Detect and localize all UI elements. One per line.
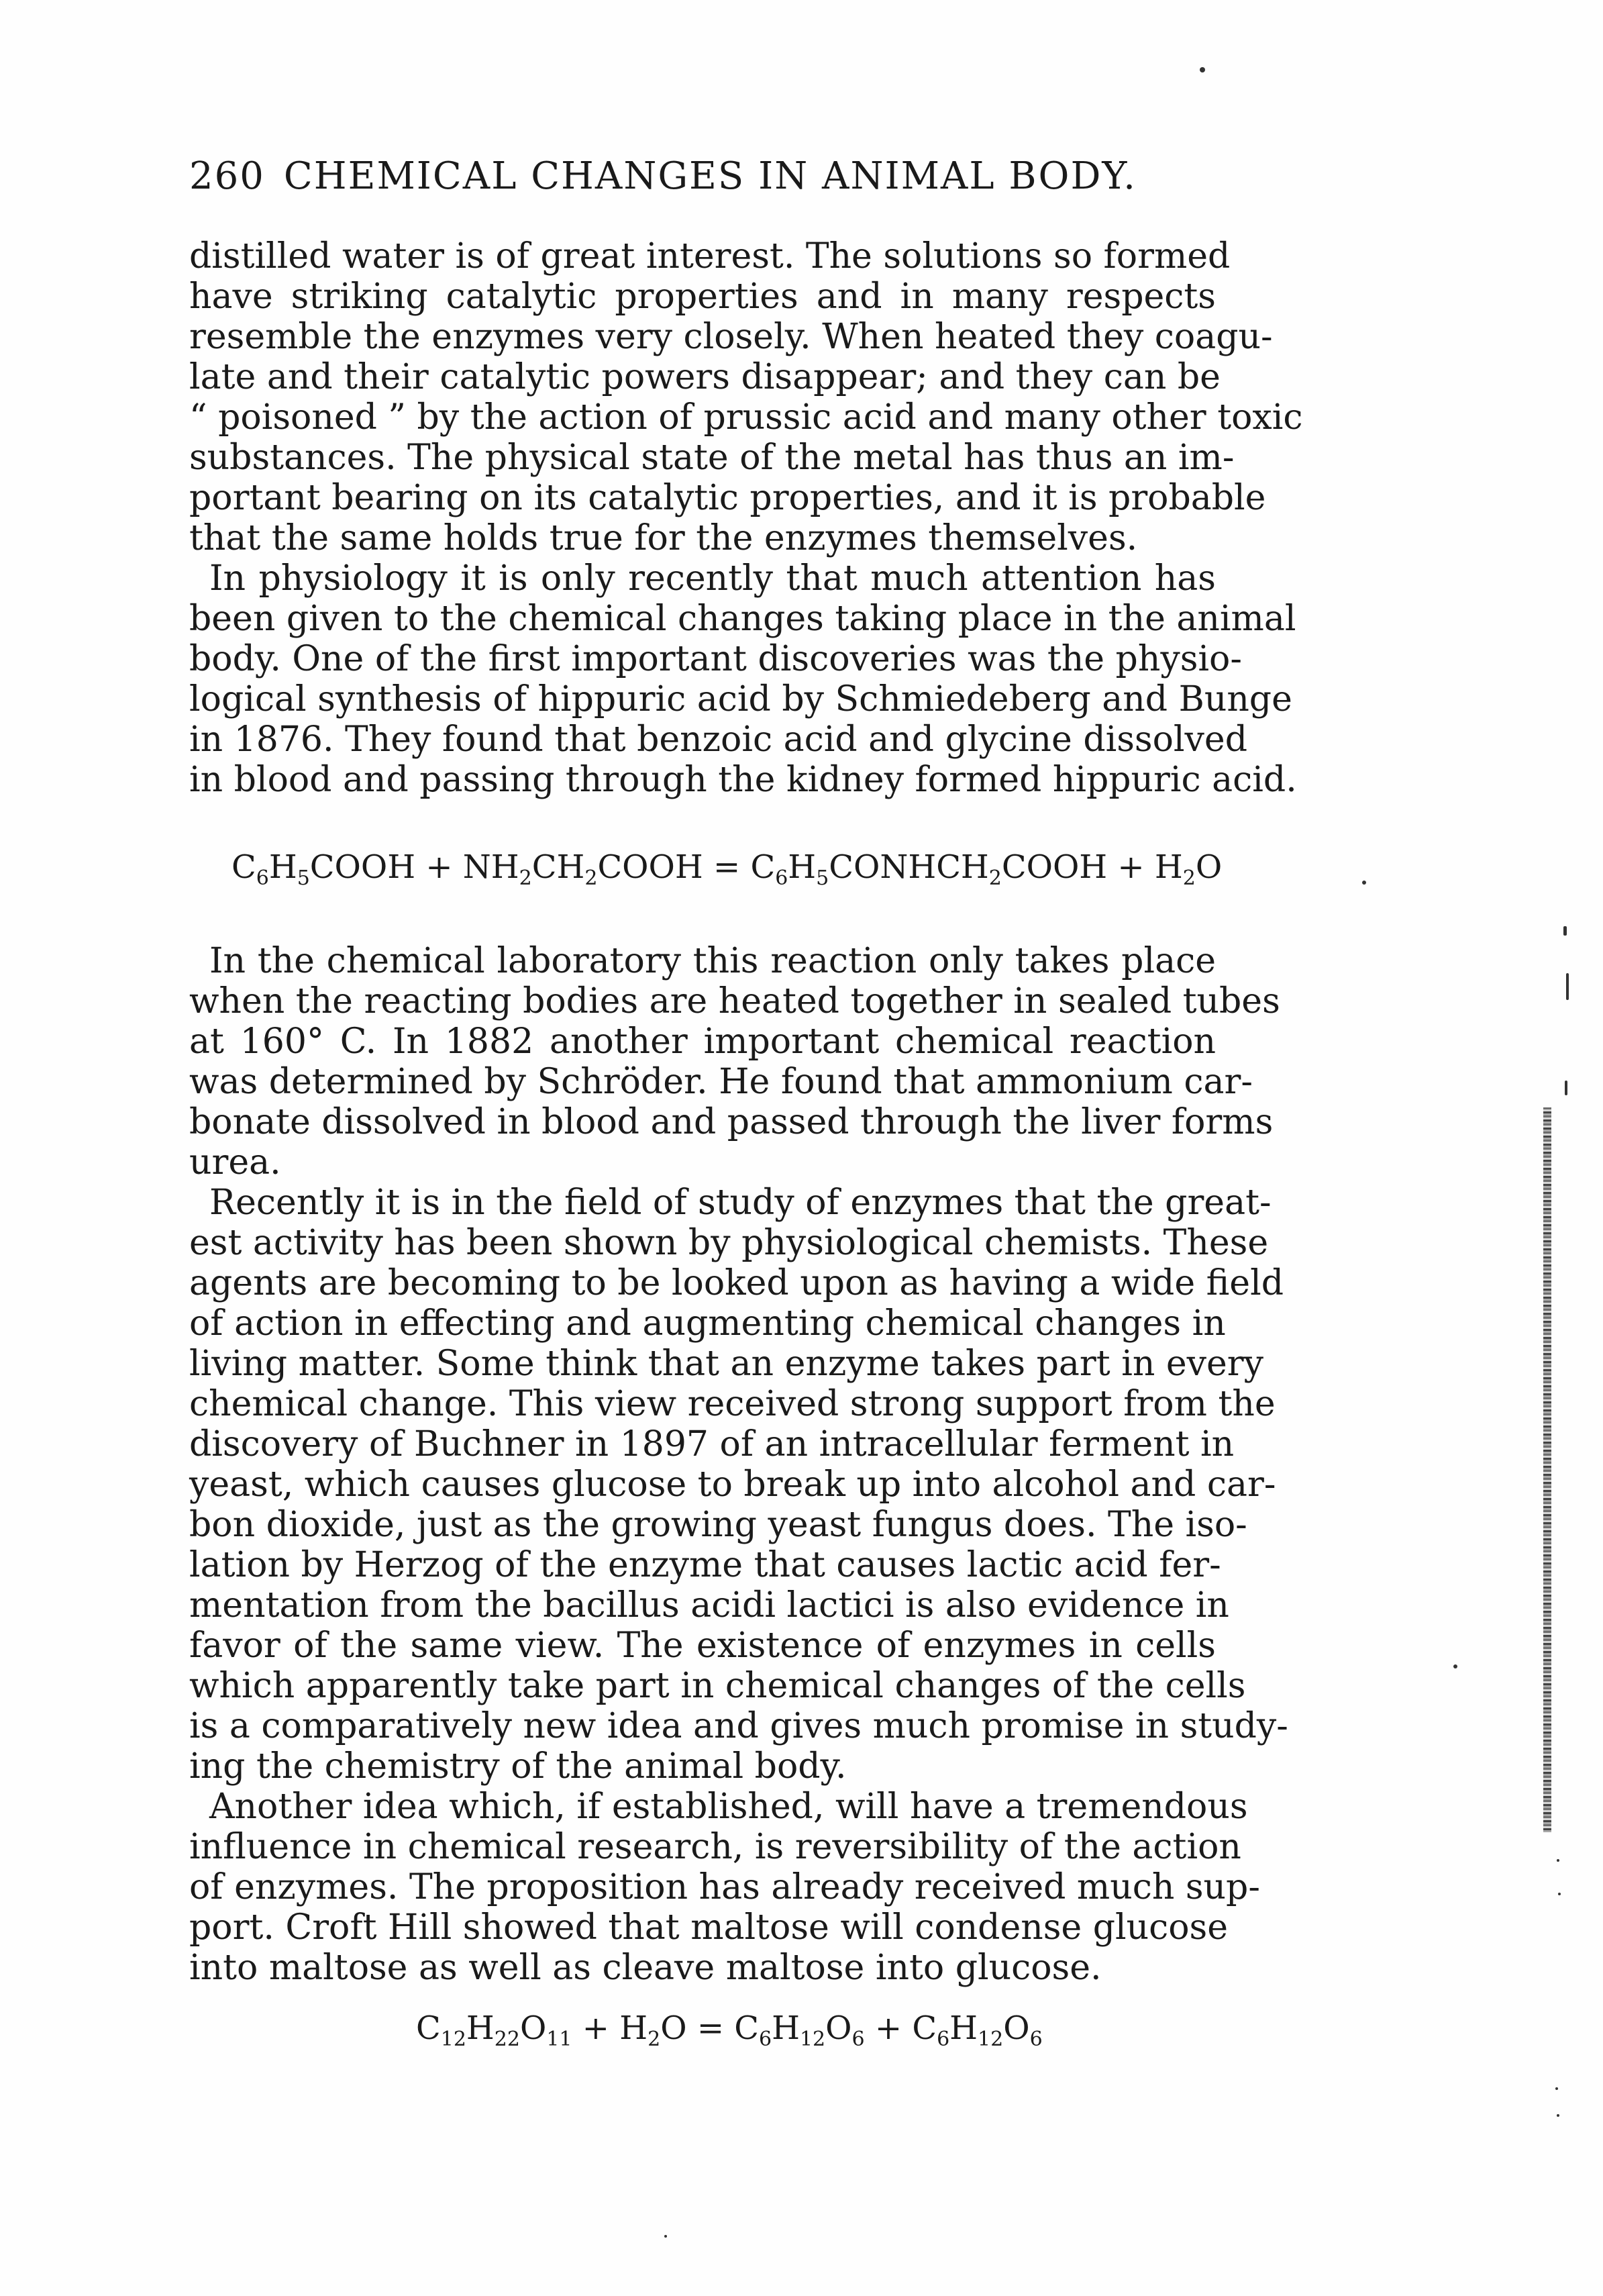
text-line: chemical change. This view received strong support from the bbox=[189, 1384, 1276, 1424]
scan-speck bbox=[1557, 1859, 1559, 1862]
text-line: port. Croft Hill showed that maltose will condense glucose bbox=[189, 1907, 1229, 1948]
text-line: living matter. Some think that an enzyme takes part in every bbox=[189, 1344, 1264, 1384]
text-line: at 160° C. In 1882 another important chemical reaction bbox=[189, 1021, 1216, 1062]
text-line: portant bearing on its catalytic properties, and it is probable bbox=[189, 478, 1266, 518]
text-line: yeast, which causes glucose to break up into alcohol and car- bbox=[189, 1464, 1276, 1505]
text-line: distilled water is of great interest. The solutions so formed bbox=[189, 236, 1231, 277]
text-line: “ poisoned ” by the action of prussic acid and many other toxic bbox=[189, 397, 1303, 438]
text-line: substances. The physical state of the metal has thus an im- bbox=[189, 438, 1235, 478]
text-line: bonate dissolved in blood and passed through the liver forms bbox=[189, 1102, 1274, 1142]
scan-speck bbox=[1453, 1664, 1457, 1668]
text-line: of enzymes. The proposition has already received much sup- bbox=[189, 1867, 1260, 1907]
scan-speck bbox=[1563, 926, 1567, 936]
text-line: influence in chemical research, is reversibility of the action bbox=[189, 1827, 1241, 1867]
chemical-equation: $C_6H_5COOH$ + $NH_2CH_2COOH$ = $C_6H_5CONHCH_2COOH + H_2O$ bbox=[231, 848, 1223, 890]
page-number: 260 bbox=[189, 154, 265, 198]
text-line: late and their catalytic powers disappear; and they can be bbox=[189, 357, 1221, 397]
chemical-equation: $C_{12}H_{22}O_{11} + H_2O = C_6H_{12}O_6 + C_6H_{12}O_6$ bbox=[416, 2009, 1043, 2051]
text-line: body. One of the first important discoveries was the physio- bbox=[189, 639, 1242, 679]
text-line: In physiology it is only recently that much attention has bbox=[209, 558, 1216, 599]
text-line: when the reacting bodies are heated together in sealed tubes bbox=[189, 981, 1280, 1021]
scan-speck bbox=[1565, 1081, 1567, 1095]
text-line: bon dioxide, just as the growing yeast fungus does. The iso- bbox=[189, 1505, 1247, 1545]
scan-speck bbox=[1555, 2087, 1558, 2090]
text-line: resemble the enzymes very closely. When heated they coagu- bbox=[189, 317, 1273, 357]
text-line: logical synthesis of hippuric acid by Schmiedeberg and Bunge bbox=[189, 679, 1292, 719]
text-line: est activity has been shown by physiological chemists. These bbox=[189, 1223, 1269, 1263]
text-line: agents are becoming to be looked upon as having a wide field bbox=[189, 1263, 1284, 1303]
text-line: Another idea which, if established, will have a tremendous bbox=[209, 1787, 1248, 1827]
text-line: mentation from the bacillus acidi lactici is also evidence in bbox=[189, 1585, 1229, 1626]
text-line: lation by Herzog of the enzyme that causes lactic acid fer- bbox=[189, 1545, 1221, 1585]
scan-speck bbox=[1557, 2114, 1559, 2117]
chapter-title: CHEMICAL CHANGES IN ANIMAL BODY. bbox=[283, 154, 1137, 198]
text-line: into maltose as well as cleave maltose into glucose. bbox=[189, 1948, 1102, 1988]
text-line: ing the chemistry of the animal body. bbox=[189, 1746, 847, 1787]
text-line: in blood and passing through the kidney formed hippuric acid. bbox=[189, 760, 1297, 800]
text-line: Recently it is in the field of study of enzymes that the great- bbox=[209, 1183, 1272, 1223]
text-line: that the same holds true for the enzymes themselves. bbox=[189, 518, 1138, 558]
text-line: discovery of Buchner in 1897 of an intracellular ferment in bbox=[189, 1424, 1235, 1464]
scan-speck bbox=[1200, 67, 1205, 72]
text-line: of action in effecting and augmenting chemical changes in bbox=[189, 1303, 1226, 1344]
text-line: have striking catalytic properties and in many respects bbox=[189, 277, 1216, 317]
text-line: was determined by Schröder. He found that ammonium car- bbox=[189, 1062, 1253, 1102]
text-line: favor of the same view. The existence of enzymes in cells bbox=[189, 1626, 1216, 1666]
page-edge-shadow bbox=[1543, 1107, 1551, 1832]
scan-speck bbox=[664, 2235, 667, 2238]
scan-speck bbox=[1362, 881, 1366, 885]
text-line: in 1876. They found that benzoic acid and glycine dissolved bbox=[189, 719, 1247, 760]
text-line: In the chemical laboratory this reaction only takes place bbox=[209, 941, 1216, 981]
text-line: is a comparatively new idea and gives much promise in study- bbox=[189, 1706, 1288, 1746]
scan-speck bbox=[1566, 973, 1569, 1000]
running-head bbox=[189, 154, 1216, 198]
text-line: been given to the chemical changes taking place in the animal bbox=[189, 599, 1296, 639]
scan-speck bbox=[1558, 1893, 1561, 1895]
text-line: urea. bbox=[189, 1142, 281, 1183]
text-line: which apparently take part in chemical changes of the cells bbox=[189, 1666, 1246, 1706]
